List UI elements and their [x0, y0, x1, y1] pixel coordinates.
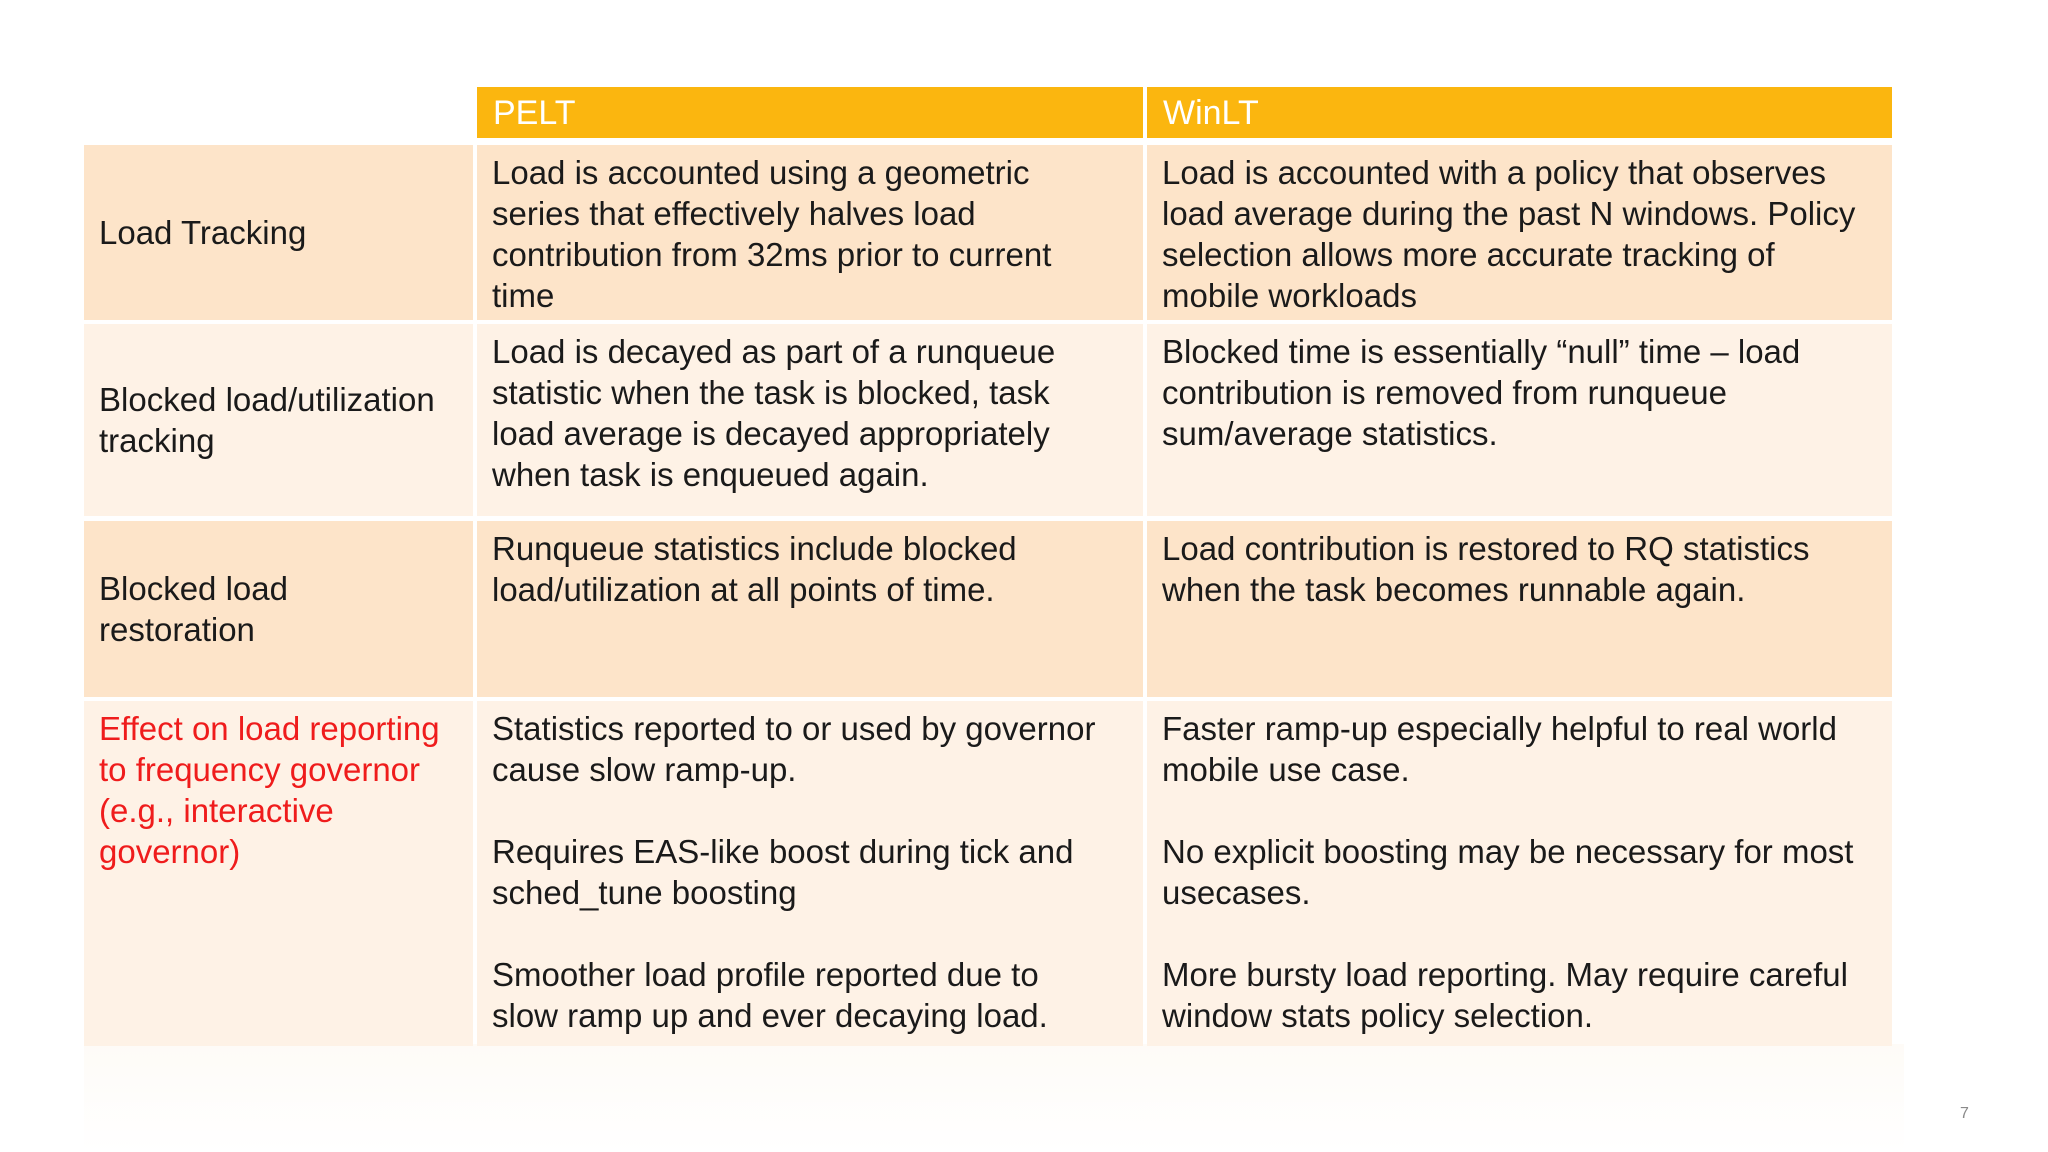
page-number: 7 — [1960, 1105, 1969, 1122]
pelt-blocked-restoration: Runqueue statistics include blocked load/utilization at all points of time. — [477, 521, 1143, 697]
winlt-blocked-restoration: Load contribution is restored to RQ statistics when the task becomes runnable again. — [1147, 521, 1892, 697]
table-shadow — [84, 1044, 1904, 1152]
row-label-blocked-restoration: Blocked load restoration — [84, 521, 473, 697]
header-pelt: PELT — [477, 87, 1143, 138]
pelt-governor-effect: Statistics reported to or used by governor cause slow ramp-up. Requires EAS-like boost during tick and sched_tune boosting Smoother load profile reported due to slow ramp up and ever decaying load. — [477, 701, 1143, 1046]
row-label-load-tracking: Load Tracking — [84, 145, 473, 320]
row-label-governor-effect: Effect on load reporting to frequency governor (e.g., interactive governor) — [84, 701, 473, 1046]
row-label-blocked-tracking: Blocked load/utilization tracking — [84, 324, 473, 516]
pelt-load-tracking: Load is accounted using a geometric series that effectively halves load contribution from 32ms prior to current time — [477, 145, 1143, 320]
winlt-blocked-tracking: Blocked time is essentially “null” time – load contribution is removed from runqueue sum/average statistics. — [1147, 324, 1892, 516]
pelt-blocked-tracking: Load is decayed as part of a runqueue statistic when the task is blocked, task load average is decayed appropriately when task is enqueued again. — [477, 324, 1143, 516]
winlt-load-tracking: Load is accounted with a policy that observes load average during the past N windows. Policy selection allows more accurate tracking of mobile workloads — [1147, 145, 1892, 320]
header-winlt: WinLT — [1147, 87, 1892, 138]
winlt-governor-effect: Faster ramp-up especially helpful to real world mobile use case. No explicit boosting may be necessary for most usecases. More bursty load reporting. May require careful window stats policy selection. — [1147, 701, 1892, 1046]
